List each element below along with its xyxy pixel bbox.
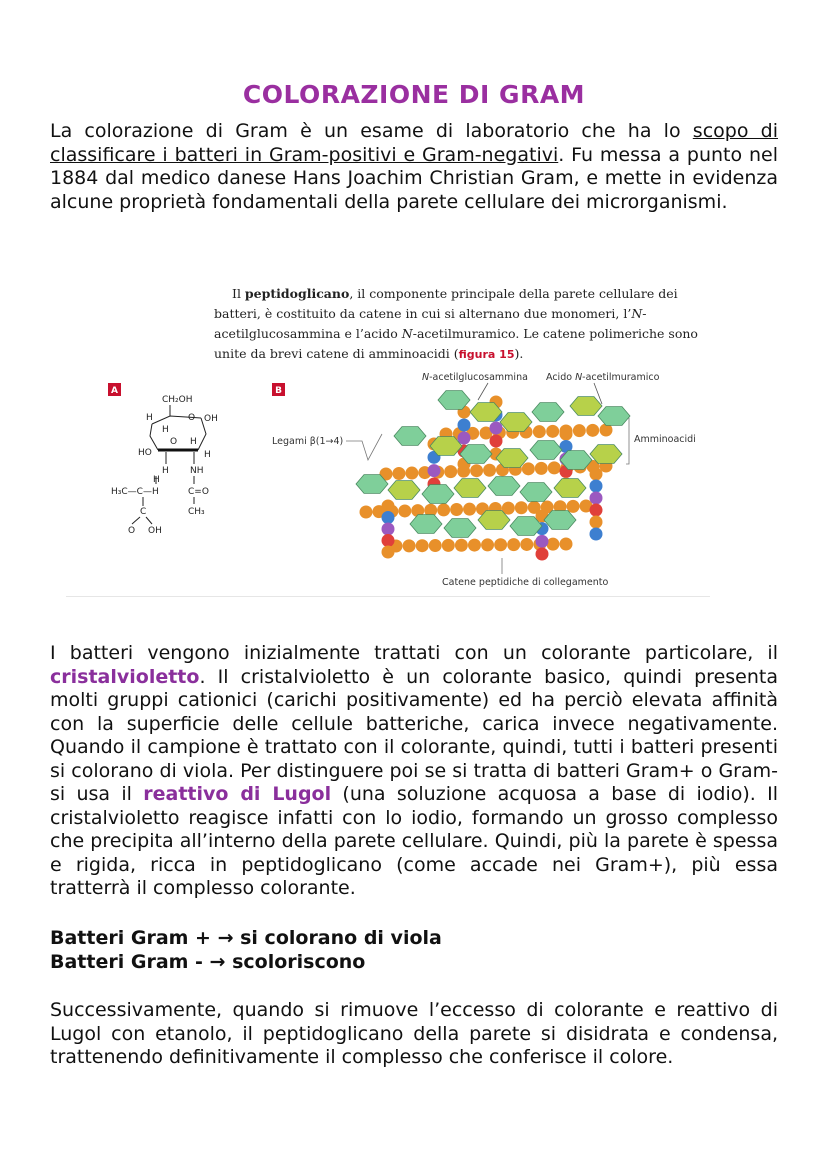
svg-text:HO: HO: [138, 448, 152, 458]
amino-acid-bead: [403, 539, 416, 552]
amino-acid-bead: [507, 538, 520, 551]
amino-acid-bead: [590, 468, 603, 481]
svg-text:O: O: [128, 526, 136, 536]
sugar-hexagon: [530, 441, 562, 460]
label-legami: Legami β(1→4): [272, 436, 344, 447]
figure-reference: figura 15: [458, 348, 515, 361]
amino-acid-bead: [490, 422, 503, 435]
sugar-hexagon: [422, 485, 454, 504]
svg-text:H: H: [162, 466, 169, 476]
svg-text:C: C: [140, 507, 147, 517]
amino-acid-bead: [382, 546, 395, 559]
lugol-highlight: reattivo di Lugol: [143, 783, 332, 805]
amino-acid-bead: [405, 467, 418, 480]
amino-acid-bead: [392, 467, 405, 480]
amino-acid-bead: [360, 506, 373, 519]
svg-text:H: H: [190, 437, 197, 447]
amino-acid-bead: [546, 425, 559, 438]
svg-text:OH: OH: [204, 414, 218, 424]
intro-text-end: . Fu messa a punto nel 1884 dal medico danese Hans Joachim Christian Gram, e mette in evidenza alcune proprietà fondamentali della parete cellulare dei microrganismi.: [50, 143, 778, 213]
amino-acid-bead: [590, 504, 603, 517]
amino-acid-bead: [444, 465, 457, 478]
intro-paragraph: [50, 120, 778, 214]
amino-acid-bead: [470, 464, 483, 477]
amino-acid-bead: [468, 539, 481, 552]
svg-text:O: O: [170, 437, 178, 447]
body-paragraph: I batteri vengono inizialmente trattati con un colorante particolare, il cristalvioletto. Il cristalvioletto è un colorante basico, quindi presenta molti gruppi cationici (carichi positivamente) ed ha perciò elevata affinità con la superficie delle cellule batteriche, carica invece negativamente. Quando il campione è trattato con il colorante, quindi, tutti i batteri presenti si colorano di viola. Per distinguere poi se si tratta di batteri Gram+ o Gram- si usa il reattivo di Lugol (una soluzione acquosa a base di iodio). Il cristalvioletto reagisce infatti con lo iodio, formando un grosso complesso che precipita all’interno della parete cellulare. Quindi, più la parete è spessa e rigida, ricca in peptidoglicano (come accade nei Gram+), più essa tratterrà il complesso colorante.: [50, 642, 778, 899]
amino-acid-bead: [548, 461, 561, 474]
amino-acid-bead: [450, 503, 463, 516]
amino-acid-bead: [590, 492, 603, 505]
amino-acid-bead: [520, 538, 533, 551]
amino-acid-bead: [560, 428, 573, 441]
sugar-hexagons: [356, 391, 630, 538]
amino-acid-bead: [481, 538, 494, 551]
amino-acid-bead: [535, 462, 548, 475]
amino-acid-bead: [560, 538, 573, 551]
amino-acid-bead: [536, 535, 549, 548]
amino-acid-bead: [590, 516, 603, 529]
amino-acid-bead: [429, 539, 442, 552]
amino-acid-bead: [463, 503, 476, 516]
svg-text:CH₃: CH₃: [188, 507, 205, 517]
amino-acid-bead: [428, 464, 441, 477]
amino-acid-bead: [590, 480, 603, 493]
final-paragraph: Successivamente, quando si rimuove l’eccesso di colorante e reattivo di Lugol con etanolo, il peptidoglicano della parete si disidrata e condensa, trattenendo definitivamente il complesso che conferisce il colore.: [50, 999, 778, 1068]
label-catene-peptidiche: Catene peptidiche di collegamento: [442, 577, 609, 588]
sugar-hexagon: [388, 481, 420, 500]
svg-text:H: H: [162, 425, 169, 435]
sugar-hexagon: [570, 397, 602, 416]
sugar-hexagon: [410, 515, 442, 534]
sugar-hexagon: [454, 479, 486, 498]
amino-acid-bead: [398, 504, 411, 517]
sugar-hexagon: [488, 477, 520, 496]
sugar-hexagon: [520, 483, 552, 502]
svg-text:H₃C—C—H: H₃C—C—H: [111, 487, 159, 497]
intro-underlined: scopo di classificare i batteri in Gram-positivi e Gram-negativi: [50, 120, 778, 166]
figure-caption: Il peptidoglicano, il componente principale della parete cellulare dei batteri, è costituito da catene in cui si alternano due monomeri, l’N-acetilglucosammina e l’acido N-acetilmuramico. Le catene polimeriche sono unite da brevi catene di amminoacidi (figura 15).: [214, 286, 698, 361]
intro-text: La colorazione di Gram è un esame di laboratorio che ha lo: [50, 120, 693, 142]
figure-diagram: [66, 284, 710, 596]
sugar-hexagon: [544, 511, 576, 530]
amino-acid-bead: [483, 464, 496, 477]
svg-text:O: O: [188, 413, 196, 423]
sugar-hexagon: [394, 427, 426, 446]
svg-text:NH: NH: [190, 466, 204, 476]
amino-acid-bead: [590, 528, 603, 541]
amino-acid-bead: [490, 435, 503, 448]
amino-acid-bead: [458, 419, 471, 432]
amino-acid-bead: [586, 424, 599, 437]
gram-negative-rule: Batteri Gram - → scoloriscono: [50, 951, 366, 973]
amino-acid-bead: [533, 425, 546, 438]
amino-acid-bead: [494, 538, 507, 551]
sugar-hexagon: [598, 407, 630, 426]
cristalvioletto-highlight: cristalvioletto: [50, 665, 200, 688]
panel-a-badge-label: A: [111, 386, 118, 396]
svg-text:H: H: [146, 413, 153, 423]
amino-acid-bead: [382, 511, 395, 524]
amino-acid-bead: [546, 538, 559, 551]
svg-text:H: H: [204, 450, 211, 460]
sugar-hexagon: [444, 519, 476, 538]
amino-acid-bead: [522, 462, 535, 475]
sugar-hexagon: [554, 479, 586, 498]
svg-text:CH₂OH: CH₂OH: [162, 395, 193, 405]
label-amminoacidi: Amminoacidi: [634, 434, 696, 445]
svg-text:H: H: [153, 475, 160, 485]
page-title: COLORAZIONE DI GRAM: [242, 80, 586, 109]
sugar-hexagon: [532, 403, 564, 422]
amino-acid-bead: [416, 539, 429, 552]
panel-b-badge-label: B: [275, 386, 282, 396]
svg-text:C=O: C=O: [188, 487, 209, 497]
amino-acid-bead: [382, 534, 395, 547]
amino-acid-bead: [455, 539, 468, 552]
label-n-acetilglucosammina: N-acetilglucosammina: [422, 372, 528, 383]
amino-acid-bead: [437, 503, 450, 516]
amino-acid-bead: [382, 500, 395, 513]
amino-acid-bead: [382, 523, 395, 536]
amino-acid-bead: [442, 539, 455, 552]
amino-acid-bead: [515, 501, 528, 514]
amino-acid-bead: [573, 424, 586, 437]
peptidoglycan-figure: [66, 284, 710, 597]
gram-positive-rule: Batteri Gram + → si colorano di viola: [50, 927, 442, 949]
label-acido-n-acetilmuramico: Acido N-acetilmuramico: [546, 372, 660, 383]
muramic-acid-structure: [111, 395, 218, 536]
svg-text:OH: OH: [148, 526, 162, 536]
amino-acid-bead: [536, 548, 549, 561]
